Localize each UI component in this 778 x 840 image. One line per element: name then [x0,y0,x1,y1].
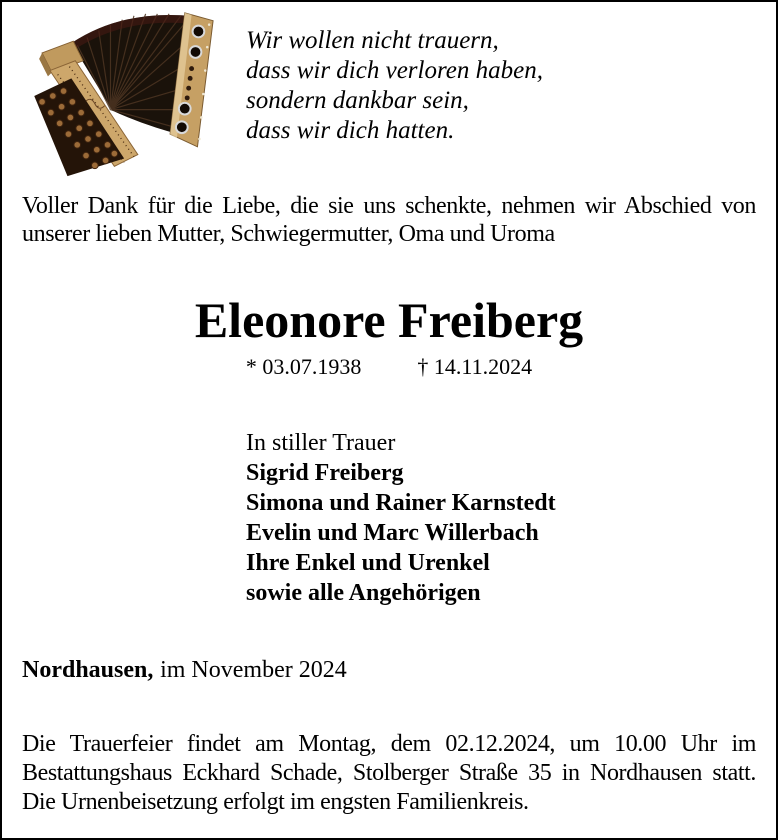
poem-line: Wir wollen nicht trauern, [246,27,499,54]
place-date-line [22,656,776,684]
intro-text: Voller Dank für die Liebe, die sie uns schenkte, nehmen wir Abschied von unserer lieben Mutter, Schwiegermutter, Oma und Uroma [22,193,756,247]
mourners-lead-in: In stiller Trauer [246,430,396,456]
mourner-name: sowie alle Angehörigen [246,580,481,606]
life-dates [2,354,776,380]
deceased-name: Eleonore Freiberg [194,292,584,348]
poem-line: sondern dankbar sein, [246,87,469,114]
mourner-name: Sigrid Freiberg [246,460,404,486]
mourners-block [246,428,776,608]
date: im November 2024 [160,657,347,683]
place: Nordhausen, [22,657,154,683]
poem-line: dass wir dich hatten. [246,117,455,144]
accordion-image [28,8,234,180]
mourner-name: Simona und Rainer Karnstedt [246,490,556,516]
header-row [2,2,776,184]
memorial-poem [246,26,543,146]
mourner-name: Ihre Enkel und Urenkel [246,550,490,576]
birth-date: * 03.07.1938 [245,354,362,379]
funeral-info: Die Trauerfeier findet am Montag, dem 02.12.2024, um 10.00 Uhr im Bestattungshaus Eckhard Schade, Stolberger Straße 35 in Nordhausen statt. Die Urnenbeisetzung erfolgt im engsten Familienkreis. [22,731,756,815]
death-date: † 14.11.2024 [417,354,533,379]
mourner-name: Evelin und Marc Willerbach [246,520,539,546]
poem-line: dass wir dich verloren haben, [246,57,543,84]
